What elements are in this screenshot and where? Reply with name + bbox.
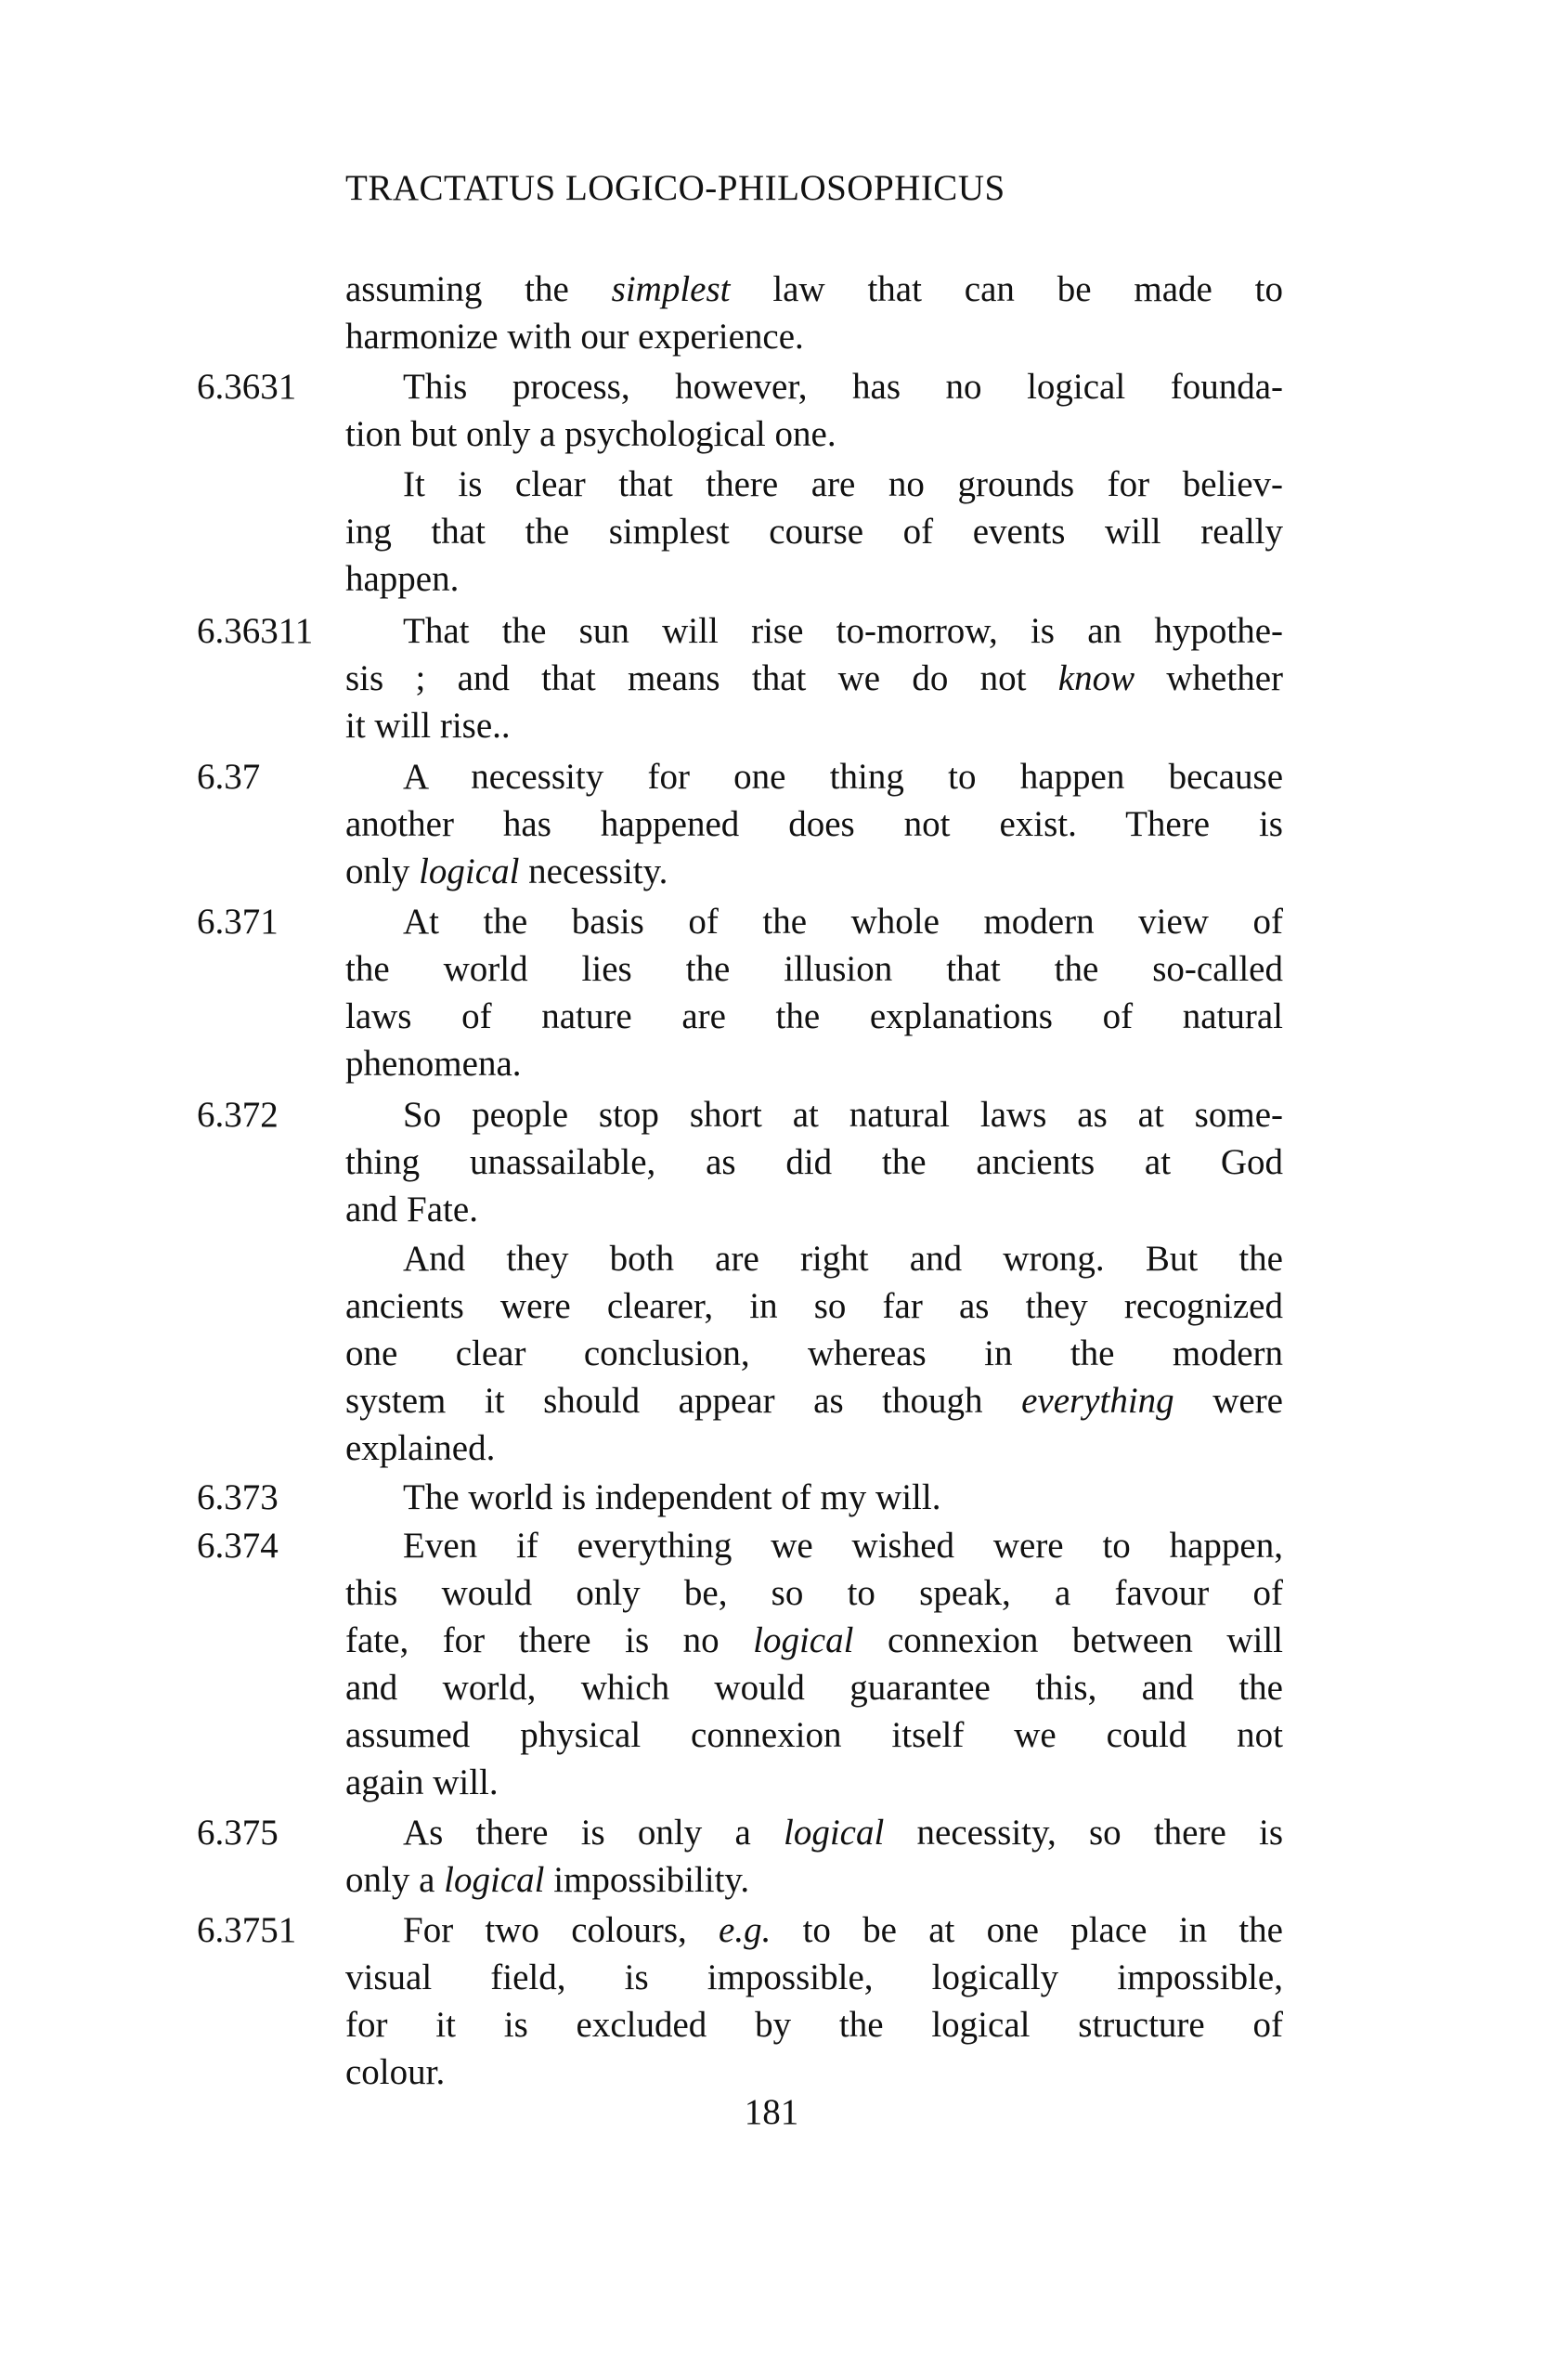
running-title: TRACTATUS LOGICO-PHILOSOPHICUS bbox=[345, 168, 1005, 208]
text-line: colour. bbox=[345, 2052, 446, 2092]
text-line: explained. bbox=[345, 1428, 496, 1468]
text-line: And they both are right and wrong. But the bbox=[403, 1239, 1283, 1279]
text-line: laws of nature are the explanations of natural bbox=[345, 996, 1283, 1036]
emphasis: logical bbox=[784, 1813, 885, 1853]
proposition-number: 6.374 bbox=[197, 1526, 279, 1566]
proposition-number: 6.37 bbox=[197, 757, 261, 797]
text-line: system it should appear as though everything were bbox=[345, 1381, 1283, 1421]
emphasis: know bbox=[1057, 658, 1135, 698]
text-line: visual field, is impossible, logically impossible, bbox=[345, 1957, 1283, 1997]
text-line: As there is only a logical necessity, so there is bbox=[403, 1813, 1283, 1853]
text-line: tion but only a psychological one. bbox=[345, 414, 836, 454]
text-line: ancients were clearer, in so far as they recognized bbox=[345, 1286, 1283, 1326]
emphasis: e.g. bbox=[719, 1910, 772, 1950]
text-line: assumed physical connexion itself we could not bbox=[345, 1715, 1283, 1755]
text-line: A necessity for one thing to happen because bbox=[403, 757, 1283, 797]
text-line: Even if everything we wished were to happen, bbox=[403, 1526, 1283, 1566]
proposition-number: 6.371 bbox=[197, 902, 279, 942]
text-line: only a logical impossibility. bbox=[345, 1860, 750, 1900]
text-line: This process, however, has no logical founda- bbox=[403, 367, 1283, 407]
text-line: At the basis of the whole modern view of bbox=[403, 902, 1283, 942]
text-line: this would only be, so to speak, a favour of bbox=[345, 1573, 1283, 1613]
text-line: and Fate. bbox=[345, 1190, 478, 1229]
text-line: sis ; and that means that we do not know whether bbox=[345, 658, 1283, 698]
text-line: The world is independent of my will. bbox=[403, 1477, 941, 1517]
text-line: and world, which would guarantee this, and the bbox=[345, 1668, 1283, 1708]
proposition-number: 6.373 bbox=[197, 1477, 279, 1517]
text-line: That the sun will rise to-morrow, is an hypothe- bbox=[403, 611, 1283, 651]
text-line: fate, for there is no logical connexion between will bbox=[345, 1620, 1284, 1660]
text-line: thing unassailable, as did the ancients at God bbox=[345, 1142, 1283, 1182]
text-line: For two colours, e.g. to be at one place in the bbox=[403, 1910, 1283, 1950]
text-line: harmonize with our experience. bbox=[345, 317, 804, 357]
text-line: phenomena. bbox=[345, 1044, 522, 1084]
proposition-number: 6.3751 bbox=[197, 1910, 297, 1950]
emphasis: logical bbox=[419, 852, 520, 891]
proposition-number: 6.36311 bbox=[197, 611, 314, 651]
page-number: 181 bbox=[744, 2092, 799, 2132]
text-line: So people stop short at natural laws as at some- bbox=[403, 1095, 1283, 1135]
text-line: It is clear that there are no grounds for believ- bbox=[403, 464, 1283, 504]
proposition-number: 6.375 bbox=[197, 1813, 279, 1853]
emphasis: simplest bbox=[611, 269, 731, 309]
text-line: the world lies the illusion that the so-called bbox=[345, 949, 1283, 989]
emphasis: logical bbox=[444, 1860, 545, 1900]
text-line: only logical necessity. bbox=[345, 852, 668, 891]
proposition-number: 6.3631 bbox=[197, 367, 297, 407]
text-line: one clear conclusion, whereas in the modern bbox=[345, 1333, 1283, 1373]
text-line: it will rise.. bbox=[345, 706, 511, 746]
text-line: assuming the simplest law that can be made to bbox=[345, 269, 1284, 309]
text-line: another has happened does not exist. There is bbox=[345, 804, 1283, 844]
emphasis: everything bbox=[1021, 1381, 1174, 1421]
emphasis: logical bbox=[753, 1620, 854, 1660]
text-line: happen. bbox=[345, 559, 460, 599]
text-line: ing that the simplest course of events will really bbox=[345, 512, 1283, 552]
text-line: for it is excluded by the logical structure of bbox=[345, 2005, 1283, 2045]
proposition-number: 6.372 bbox=[197, 1095, 279, 1135]
text-line: again will. bbox=[345, 1762, 499, 1802]
